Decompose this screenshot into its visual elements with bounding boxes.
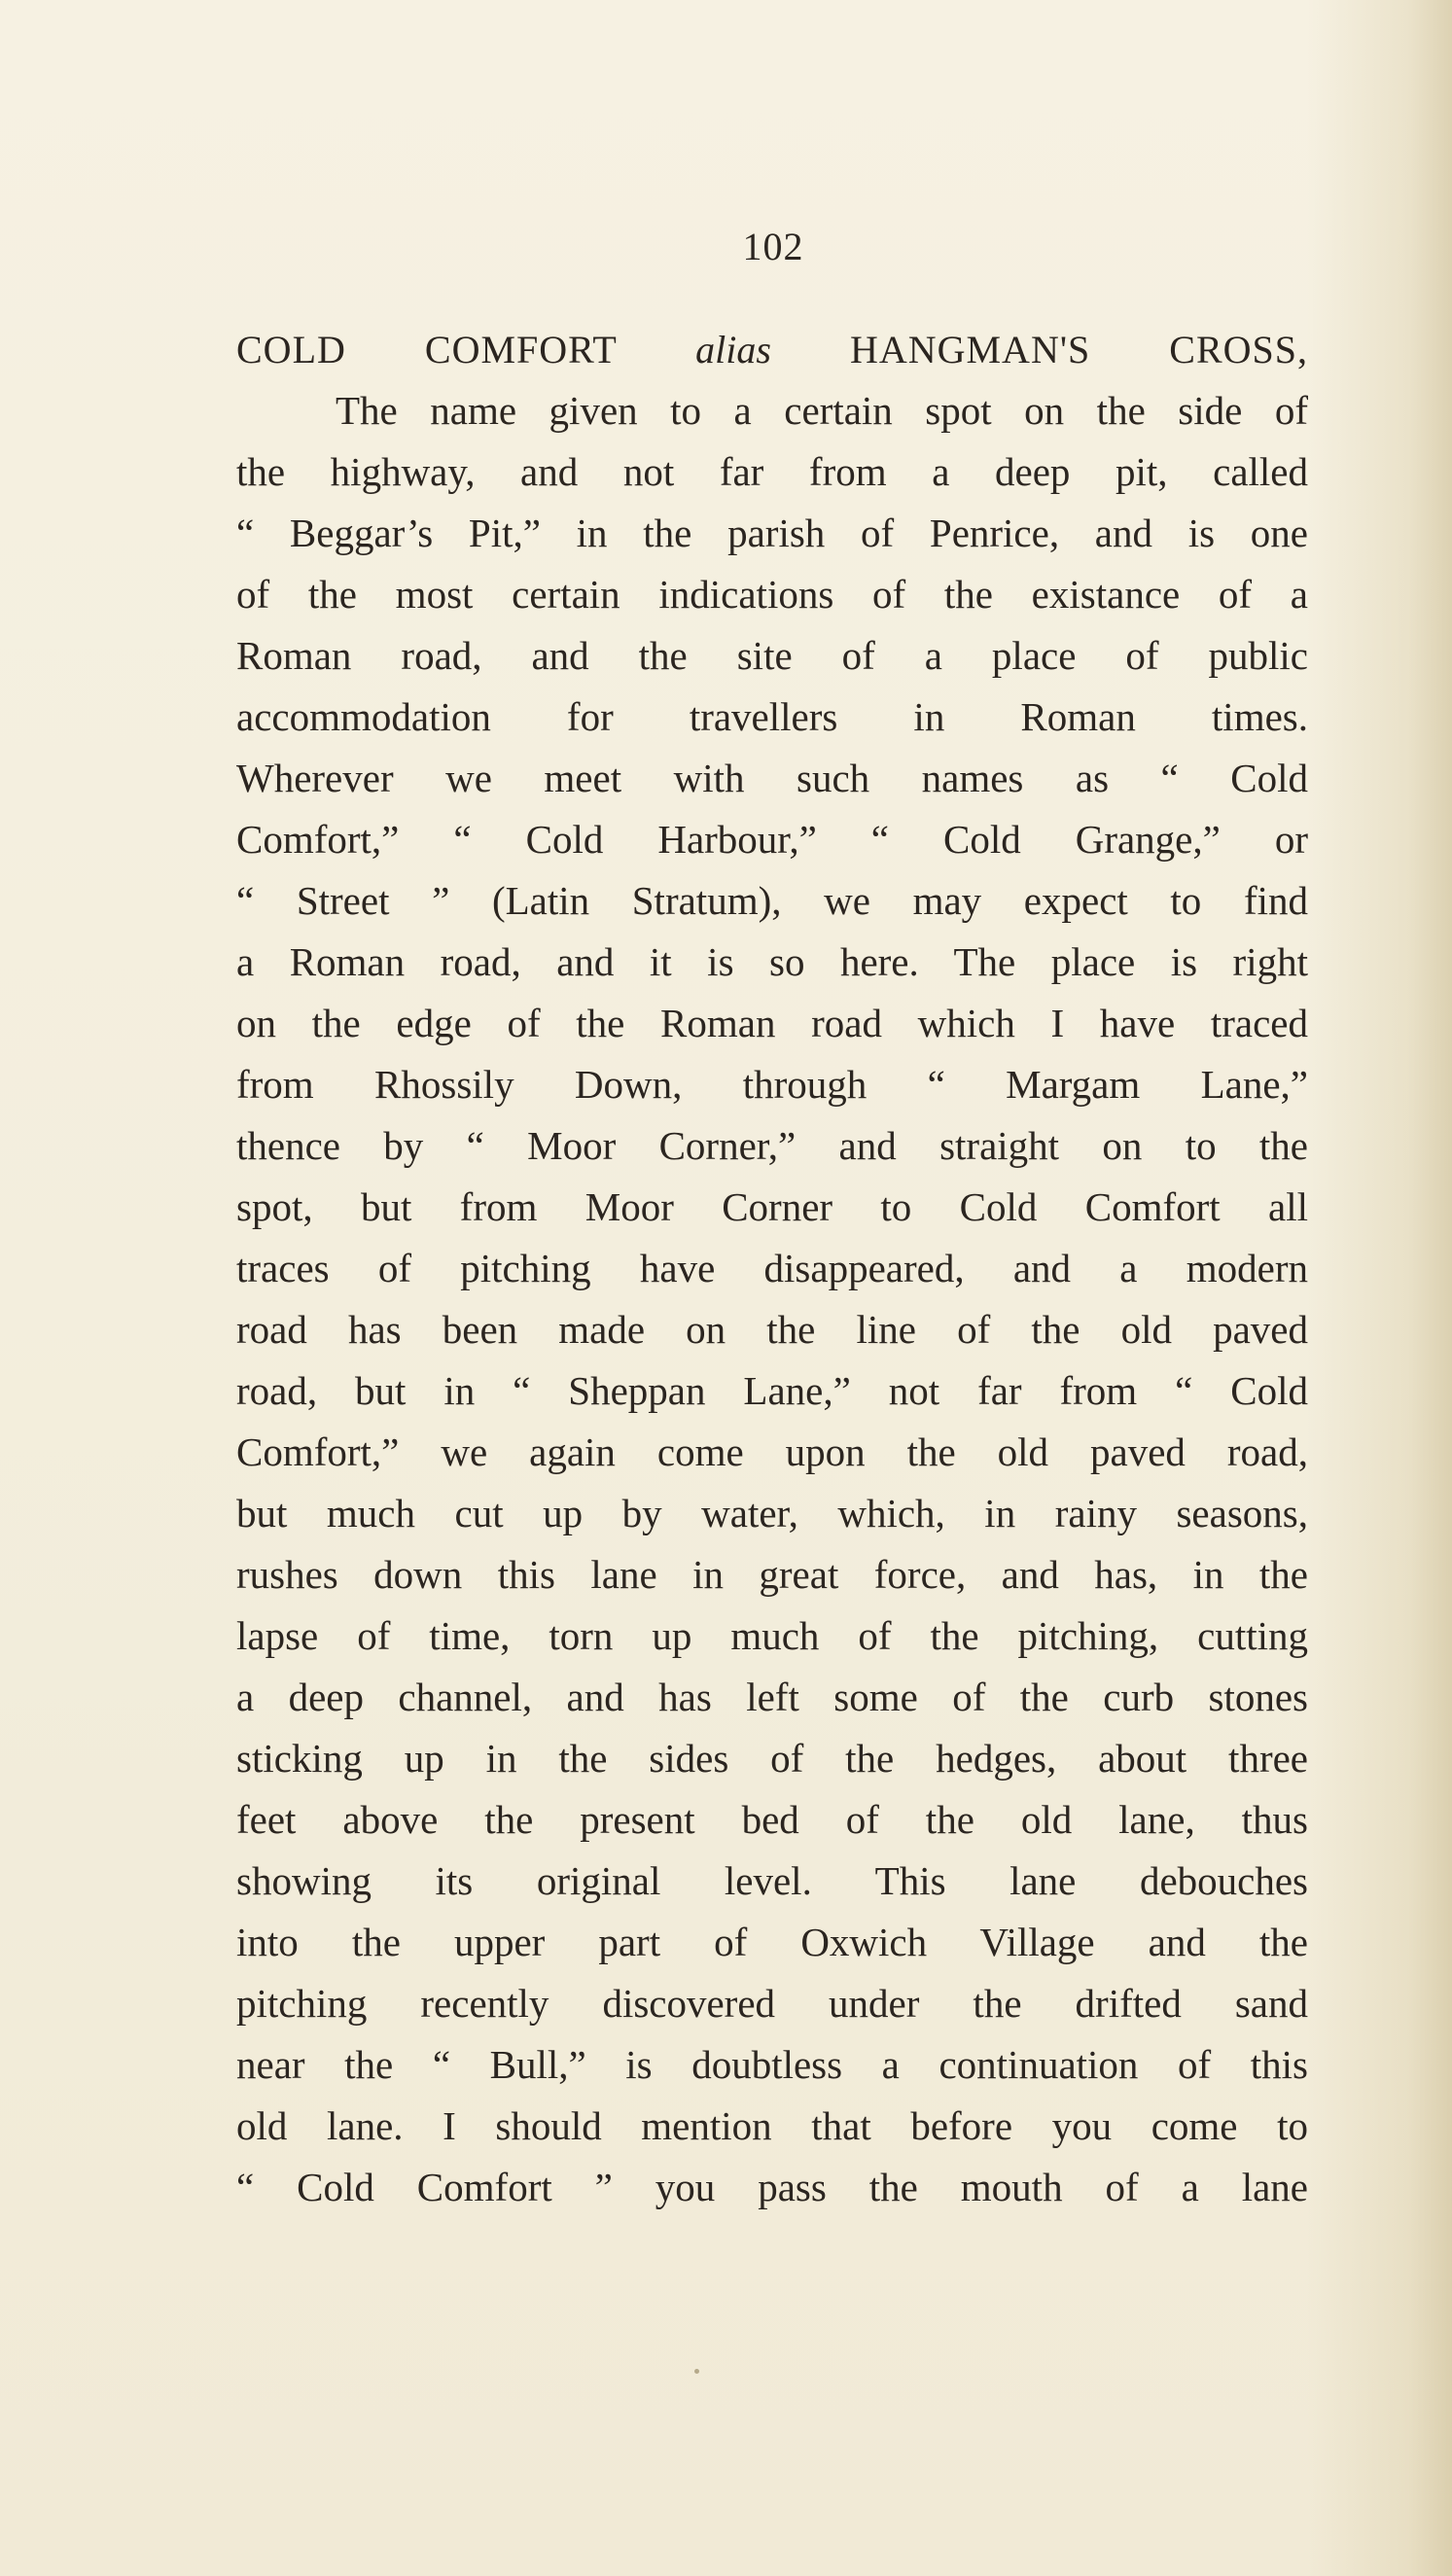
heading-italic: alias [695,328,771,371]
text-line: spot, but from Moor Corner to Cold Comfort all [236,1184,1308,1229]
heading-part-1: COLD COMFORT [236,328,618,371]
page-number: 102 [742,225,804,268]
text-line: from Rhossily Down, through “ Margam Lane,” [236,1062,1308,1107]
text-line: sticking up in the sides of the hedges, about three [236,1736,1308,1781]
text-line: into the upper part of Oxwich Village and the [236,1920,1308,1964]
text-line: lapse of time, torn up much of the pitching, cutting [236,1613,1308,1658]
text-line: near the “ Bull,” is doubtless a continuation of this [236,2042,1308,2087]
text-line: Wherever we meet with such names as “ Cold [236,756,1308,800]
paper-speck [694,2369,699,2374]
text-line: traces of pitching have disappeared, and a modern [236,1246,1308,1290]
text-block [236,319,1308,2218]
text-line: feet above the present bed of the old lane, thus [236,1797,1308,1842]
text-line: The name given to a certain spot on the side of [336,388,1308,433]
text-line: thence by “ Moor Corner,” and straight on to the [236,1123,1308,1168]
text-line: of the most certain indications of the existance of a [236,572,1308,617]
text-line: road, but in “ Sheppan Lane,” not far from “ Cold [236,1368,1308,1413]
text-line: a Roman road, and it is so here. The place is right [236,939,1308,984]
text-line: rushes down this lane in great force, and has, in the [236,1552,1308,1597]
text-line: old lane. I should mention that before you come to [236,2103,1308,2148]
text-line: on the edge of the Roman road which I have traced [236,1001,1308,1045]
section-heading [236,319,1308,380]
text-line: road has been made on the line of the old paved [236,1307,1308,1352]
text-line: accommodation for travellers in Roman times. [236,694,1308,739]
text-line: showing its original level. This lane debouches [236,1858,1308,1903]
heading-part-2: HANGMAN'S CROSS, [849,328,1308,371]
text-line: “ Beggar’s Pit,” in the parish of Penrice, and is one [236,511,1308,555]
text-line: the highway, and not far from a deep pit, called [236,449,1308,494]
text-line: “ Cold Comfort ” you pass the mouth of a lane [236,2165,1308,2209]
text-line: “ Street ” (Latin Stratum), we may expect to find [236,878,1308,923]
text-line: Comfort,” we again come upon the old paved road, [236,1429,1308,1474]
text-line: pitching recently discovered under the drifted sand [236,1981,1308,2026]
text-line: a deep channel, and has left some of the curb stones [236,1675,1308,1719]
text-line: but much cut up by water, which, in rainy seasons, [236,1491,1308,1535]
text-line: Roman road, and the site of a place of public [236,633,1308,678]
text-line: Comfort,” “ Cold Harbour,” “ Cold Grange,” or [236,817,1308,862]
